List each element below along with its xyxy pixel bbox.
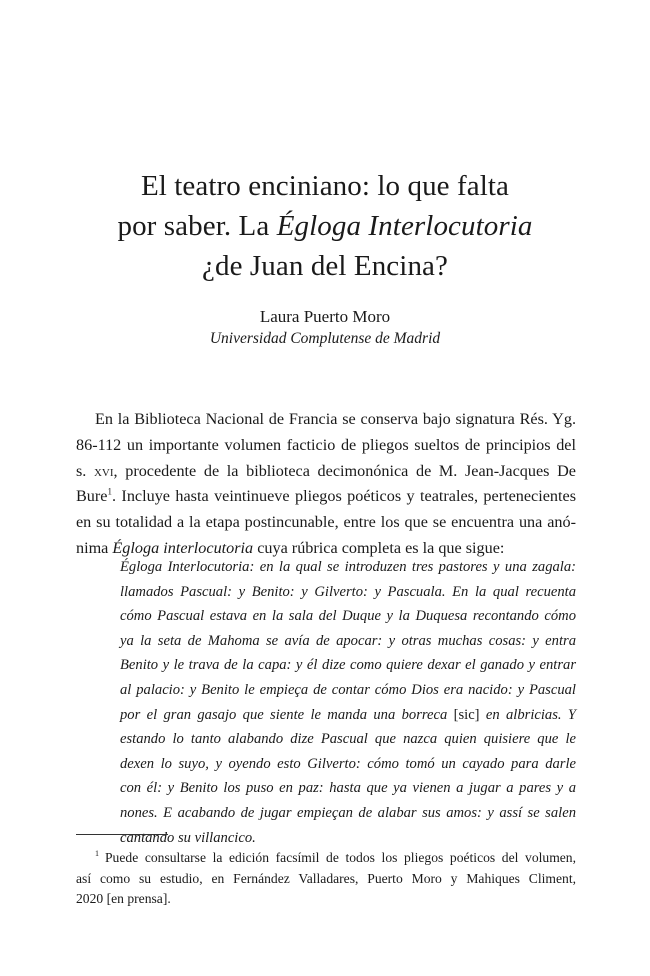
quote-line-text: por el gran gasajo que siente le manda una borreca (120, 706, 454, 723)
quote-line: Égloga Interlocutoria: en la qual se introduzen tres pastores y una zagala: (120, 559, 576, 575)
title-line-2-italic: Égloga Interlocutoria (276, 210, 533, 242)
body-line-text: Bure (76, 487, 108, 506)
body-paragraph (76, 407, 576, 562)
author-name: Laura Puerto Moro (259, 307, 391, 326)
body-line: 86-112 un importante volumen facticio de pliegos sueltos de principios del (76, 435, 576, 454)
quote-line: Benito y le trava de la capa: y él dize como quiere dexar el ganado y entrar (120, 657, 576, 674)
quote-line: con él: y Benito los puso en paz: hasta que ya vienen a jugar a pares y a (120, 780, 576, 797)
footnote-reference: 1 (107, 487, 112, 497)
body-line (76, 484, 576, 510)
sic-marker: [sic] (453, 706, 480, 723)
quote-line-text: en albricias. Y (479, 706, 576, 723)
quote-line: estando lo tanto alabando dize Pascual que nazca quien quisiere que le (120, 731, 576, 748)
title-line-2 (60, 206, 590, 246)
quote-line: ya la seta de Mahoma se avía de apocar: y otras muchas cosas: y entra (120, 632, 576, 649)
century-small-caps: xvi (93, 461, 114, 480)
body-line-text: . Incluye hasta veintinueve pliegos poéticos y teatrales, pertenecientes (111, 487, 576, 506)
footnote-number: 1 (95, 849, 99, 859)
footnote-divider (76, 834, 168, 835)
quote-line: cantando su villancico. (120, 829, 256, 846)
quote-line (120, 703, 576, 728)
title-line-1: El teatro enciniano: lo que falta (140, 170, 510, 202)
body-line-text: s. (76, 461, 94, 480)
footnote-line: así como su estudio, en Fernández Valladares, Puerto Moro y Mahiques Climent, (76, 870, 576, 886)
body-line: En la Biblioteca Nacional de Francia se conserva bajo signatura Rés. Yg. (95, 410, 576, 428)
body-line-text: cuya rúbrica completa es la que sigue: (253, 538, 505, 557)
author-affiliation: Universidad Complutense de Madrid (209, 330, 441, 347)
body-italic-title: Égloga interlocutoria (112, 538, 254, 557)
title-line-2-text: por saber. La (117, 210, 277, 242)
quote-line: nones. E acabando de jugar empieçan de alabar sus amos: y assí se salen (120, 804, 576, 821)
title-line-3: ¿de Juan del Encina? (202, 250, 448, 282)
body-line-text: , procedente de la biblioteca decimonónica de M. Jean-Jacques De (113, 461, 576, 480)
quote-line: al palacio: y Benito le empieça de contar cómo Dios era nacido: y Pascual (120, 681, 576, 698)
article-title (60, 166, 590, 286)
block-quote (120, 555, 576, 850)
footnote-line: 2020 [en prensa]. (76, 891, 171, 906)
footnote (76, 848, 576, 910)
quote-line: dexen lo suyo, y oyendo esto Gilverto: cómo tomó un cayado para darle (120, 755, 576, 772)
quote-line: cómo Pascual estava en la sala del Duque y la Duquesa recontando cómo (120, 608, 576, 625)
body-line-text: nima (76, 538, 113, 557)
body-line: en su totalidad a la etapa postincunable, entre los que se encuentra una anó- (76, 513, 576, 532)
footnote-line-text: Puede consultarse la edición facsímil de todos los pliegos poéticos del volumen, (105, 850, 576, 865)
footnote-line (76, 848, 576, 869)
quote-line: llamados Pascual: y Benito: y Gilverto: y Pascuala. En la qual recuenta (120, 583, 576, 600)
body-line (76, 459, 576, 485)
